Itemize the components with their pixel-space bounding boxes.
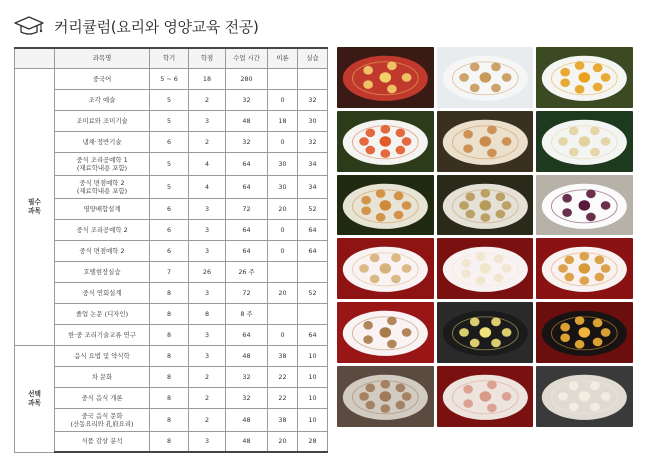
semester-cell: 6 — [150, 198, 189, 219]
practice-cell: 52 — [298, 198, 328, 219]
header-hours: 수업 시간 — [226, 48, 268, 68]
course-name-line: 중식 면점예학 2 — [79, 178, 125, 187]
header — [14, 14, 259, 38]
practice-cell: 28 — [298, 431, 328, 452]
credits-cell: 3 — [189, 219, 226, 240]
theory-cell: 38 — [268, 408, 298, 431]
credits-cell: 3 — [189, 110, 226, 131]
pastry-display-photo — [437, 366, 534, 427]
dim-sum-flower-tarts-photo — [337, 47, 434, 108]
credits-cell: 3 — [189, 198, 226, 219]
course-name-cell — [55, 261, 150, 282]
platter-display-photo — [437, 111, 534, 172]
practice-cell: 32 — [298, 89, 328, 110]
hours-cell: 26 주 — [226, 261, 268, 282]
dessert-cups-photo — [337, 366, 434, 427]
semester-cell: 6 — [150, 240, 189, 261]
tofu-dish-photo — [437, 302, 534, 363]
hours-cell: 280 — [226, 68, 268, 89]
table-row — [15, 110, 328, 131]
pastry-plate-photo — [536, 238, 633, 299]
hours-cell: 8 주 — [226, 303, 268, 324]
theory-cell — [268, 68, 298, 89]
mini-pastries-photo — [337, 302, 434, 363]
header-course-name: 과목명 — [55, 48, 150, 68]
header-group — [15, 48, 55, 68]
credits-cell: 26 — [189, 261, 226, 282]
credits-cell: 2 — [189, 89, 226, 110]
course-name-line: (재료학내용 포함) — [76, 186, 128, 195]
table-row — [15, 408, 328, 431]
hours-cell: 64 — [226, 240, 268, 261]
practice-cell: 32 — [298, 131, 328, 152]
practice-cell: 10 — [298, 408, 328, 431]
course-name-line: 음식 요법 및 약식학 — [74, 351, 130, 360]
practice-cell: 30 — [298, 110, 328, 131]
course-name-line: (재료학내용 포함) — [76, 163, 128, 172]
hours-cell: 48 — [226, 431, 268, 452]
practice-cell — [298, 68, 328, 89]
credits-cell: 3 — [189, 324, 226, 345]
semester-cell: 8 — [150, 303, 189, 324]
peacock-sculpture-photo — [536, 366, 633, 427]
hours-cell: 64 — [226, 219, 268, 240]
table-row — [15, 89, 328, 110]
semester-cell: 8 — [150, 345, 189, 366]
practice-cell: 34 — [298, 152, 328, 175]
table-row — [15, 366, 328, 387]
hours-cell: 32 — [226, 387, 268, 408]
credits-cell: 3 — [189, 345, 226, 366]
food-photo-grid — [337, 47, 633, 427]
theory-cell: 22 — [268, 366, 298, 387]
credits-cell: 2 — [189, 408, 226, 431]
course-name-line: 중식 면점예학 2 — [79, 246, 125, 255]
theory-cell: 0 — [268, 240, 298, 261]
table-row — [15, 152, 328, 175]
practice-cell: 64 — [298, 240, 328, 261]
group-label-line: 과목 — [28, 206, 41, 215]
table-row — [15, 324, 328, 345]
credits-cell: 4 — [189, 175, 226, 198]
course-name-line: 영양배합설계 — [83, 204, 121, 213]
round-cold-platter-photo — [437, 175, 534, 236]
course-name-line: 냄채·정반기술 — [82, 137, 122, 146]
course-group-label — [15, 345, 55, 452]
semester-cell: 6 — [150, 131, 189, 152]
semester-cell: 5 — [150, 89, 189, 110]
course-name-cell — [55, 68, 150, 89]
practice-cell — [298, 303, 328, 324]
sauce-dishes-table-photo — [437, 47, 534, 108]
course-name-cell — [55, 303, 150, 324]
credits-cell: 4 — [189, 152, 226, 175]
semester-cell: 6 — [150, 219, 189, 240]
table-row — [15, 345, 328, 366]
practice-cell: 10 — [298, 366, 328, 387]
credits-cell: 18 — [189, 68, 226, 89]
theory-cell: 0 — [268, 219, 298, 240]
theory-cell: 0 — [268, 89, 298, 110]
course-name-cell — [55, 219, 150, 240]
table-row — [15, 240, 328, 261]
semester-cell: 8 — [150, 366, 189, 387]
theory-cell: 30 — [268, 175, 298, 198]
theory-cell — [268, 261, 298, 282]
course-name-line: 중국 음식 문화 — [81, 411, 123, 420]
course-name-line: 차 문화 — [91, 372, 113, 381]
practice-cell: 64 — [298, 324, 328, 345]
group-label-line: 선택 — [28, 390, 41, 399]
credits-cell: 2 — [189, 366, 226, 387]
semester-cell: 8 — [150, 431, 189, 452]
semester-cell: 5 — [150, 152, 189, 175]
credits-cell: 2 — [189, 387, 226, 408]
yellow-pastries-photo — [536, 302, 633, 363]
practice-cell: 10 — [298, 387, 328, 408]
hours-cell: 48 — [226, 408, 268, 431]
course-name-cell — [55, 89, 150, 110]
theory-cell: 30 — [268, 152, 298, 175]
theory-cell: 0 — [268, 131, 298, 152]
theory-cell: 22 — [268, 387, 298, 408]
course-name-line: 중식 음식 개론 — [81, 393, 123, 402]
practice-cell — [298, 261, 328, 282]
dumpling-plate-photo — [536, 111, 633, 172]
course-name-line: (산동요리와 孔府요리) — [70, 419, 134, 428]
semester-cell: 5 — [150, 175, 189, 198]
table-row — [15, 131, 328, 152]
course-name-line: 식품 감상 분석 — [81, 437, 123, 446]
header-practice: 실습 — [298, 48, 328, 68]
practice-cell: 64 — [298, 219, 328, 240]
hours-cell: 32 — [226, 89, 268, 110]
mushroom-buns-photo — [337, 238, 434, 299]
theory-cell: 18 — [268, 110, 298, 131]
theory-cell: 20 — [268, 198, 298, 219]
course-name-cell — [55, 131, 150, 152]
course-name-line: 중식 연회설계 — [82, 288, 122, 297]
table-row — [15, 198, 328, 219]
hours-cell: 32 — [226, 131, 268, 152]
course-name-line: 조미료와 조미기술 — [76, 116, 128, 125]
course-name-cell — [55, 345, 150, 366]
course-name-cell — [55, 110, 150, 131]
course-name-cell — [55, 387, 150, 408]
table-row — [15, 261, 328, 282]
semester-cell: 7 — [150, 261, 189, 282]
header-theory: 이론 — [268, 48, 298, 68]
credits-cell: 8 — [189, 303, 226, 324]
group-label-line: 과목 — [28, 398, 41, 407]
course-name-line: 호텔현장실습 — [83, 267, 121, 276]
practice-cell: 52 — [298, 282, 328, 303]
graduation-cap-icon — [14, 15, 44, 37]
header-semester: 학기 — [150, 48, 189, 68]
course-name-cell — [55, 175, 150, 198]
table-row — [15, 282, 328, 303]
hours-cell: 48 — [226, 110, 268, 131]
credits-cell: 3 — [189, 240, 226, 261]
table-header-row — [15, 48, 328, 68]
header-credits: 학점 — [189, 48, 226, 68]
theory-cell: 0 — [268, 324, 298, 345]
course-name-line: 중식 조리공예학 2 — [76, 225, 128, 234]
course-name-cell — [55, 324, 150, 345]
theory-cell: 20 — [268, 431, 298, 452]
theory-cell — [268, 303, 298, 324]
page-title: 커리큘럼(요리와 영양교육 전공) — [54, 17, 259, 36]
course-name-cell — [55, 282, 150, 303]
course-name-line: 중국어 — [92, 74, 112, 83]
course-name-line: 중식 조리공예학 1 — [76, 155, 128, 164]
hours-cell: 64 — [226, 175, 268, 198]
course-name-cell — [55, 366, 150, 387]
course-name-cell — [55, 431, 150, 452]
hours-cell: 72 — [226, 282, 268, 303]
credits-cell: 3 — [189, 431, 226, 452]
hours-cell: 32 — [226, 366, 268, 387]
semester-cell: 8 — [150, 408, 189, 431]
shrimp-garnish-plate-photo — [337, 111, 434, 172]
course-name-cell — [55, 240, 150, 261]
carved-garnish-plate-photo — [536, 47, 633, 108]
course-name-cell — [55, 408, 150, 431]
hours-cell: 72 — [226, 198, 268, 219]
course-name-cell — [55, 152, 150, 175]
theory-cell: 20 — [268, 282, 298, 303]
hedgehog-buns-photo — [437, 238, 534, 299]
credits-cell: 3 — [189, 282, 226, 303]
practice-cell: 34 — [298, 175, 328, 198]
table-row — [15, 303, 328, 324]
course-name-cell — [55, 198, 150, 219]
course-group-label — [15, 68, 55, 345]
curriculum-table — [14, 47, 328, 453]
course-name-line: 한·중 조리기술교류 연구 — [68, 330, 136, 339]
semester-cell: 8 — [150, 387, 189, 408]
theory-cell: 38 — [268, 345, 298, 366]
table-row — [15, 387, 328, 408]
course-name-line: 조각 예술 — [88, 95, 116, 104]
hours-cell: 48 — [226, 345, 268, 366]
table-row — [15, 431, 328, 452]
semester-cell: 8 — [150, 324, 189, 345]
course-name-line: 졸업 논문 (디자인) — [75, 309, 129, 318]
semester-cell: 5 ~ 6 — [150, 68, 189, 89]
grape-dessert-plate-photo — [536, 175, 633, 236]
hours-cell: 64 — [226, 324, 268, 345]
table-row — [15, 175, 328, 198]
credits-cell: 2 — [189, 131, 226, 152]
semester-cell: 8 — [150, 282, 189, 303]
group-label-line: 필수 — [28, 198, 41, 207]
peacock-platter-photo — [337, 175, 434, 236]
practice-cell: 10 — [298, 345, 328, 366]
table-row — [15, 68, 328, 89]
table-row — [15, 219, 328, 240]
hours-cell: 64 — [226, 152, 268, 175]
semester-cell: 5 — [150, 110, 189, 131]
